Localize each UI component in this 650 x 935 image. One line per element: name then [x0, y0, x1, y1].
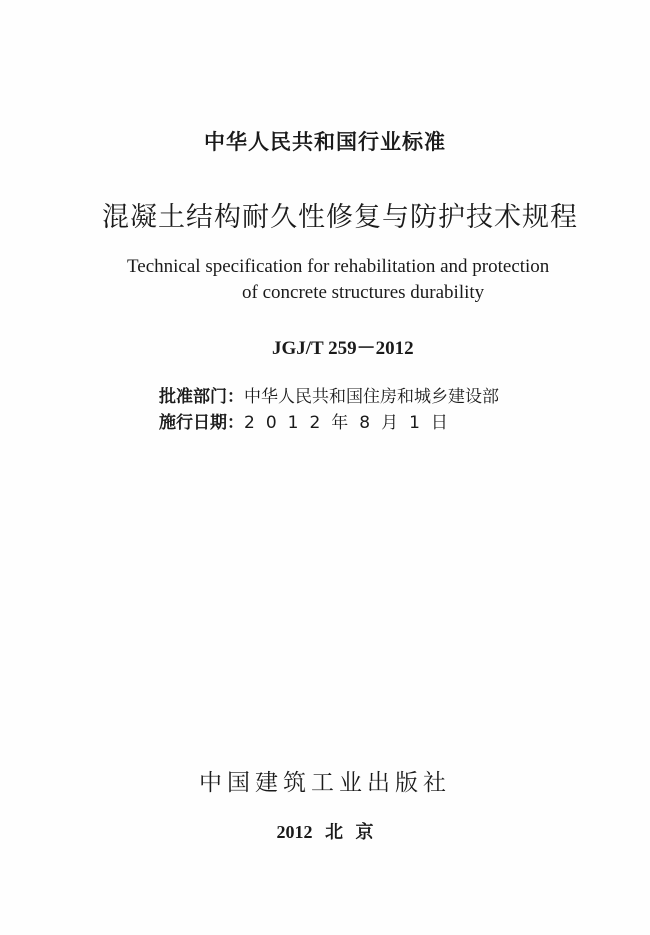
effective-date-row	[159, 408, 459, 433]
publisher-name: 中国建筑工业出版社	[199, 770, 451, 796]
standard-code: JGJ/T 259－2012	[272, 338, 414, 359]
effective-date-label: 施行日期：	[159, 413, 244, 433]
approval-department-label: 批准部门：	[159, 387, 244, 407]
english-title-line-2: of concrete structures durability	[242, 282, 485, 303]
approval-department-row	[159, 382, 499, 407]
effective-date-value: 2012年8月1日	[244, 413, 459, 433]
approval-department-value: 中华人民共和国住房和城乡建设部	[244, 387, 499, 407]
chinese-title: 混凝土结构耐久性修复与防护技术规程	[102, 202, 578, 233]
industry-standard-heading: 中华人民共和国行业标准	[204, 130, 446, 154]
english-title-line-1: Technical specification for rehabilitation and protection	[127, 256, 550, 277]
publication-place-year: 2012 北 京	[276, 822, 374, 842]
